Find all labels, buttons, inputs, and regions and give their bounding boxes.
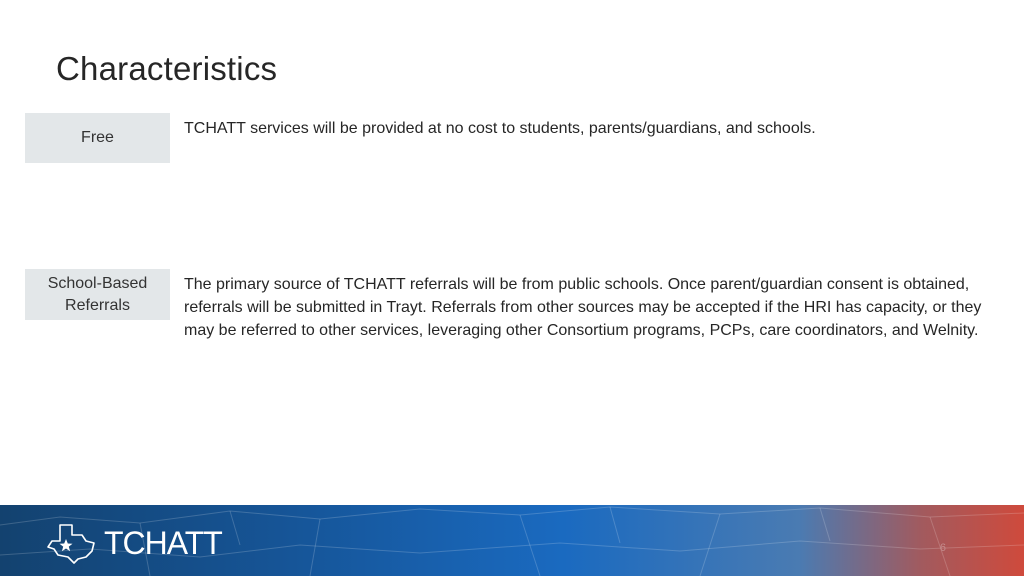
- footer-banner: [0, 505, 1024, 576]
- label-school-line2: Referrals: [65, 296, 130, 314]
- texas-star-logo-icon: [46, 521, 98, 565]
- label-school-based-text: [48, 273, 148, 317]
- description-school-based-referrals: The primary source of TCHATT referrals will be from public schools. Once parent/guardian consent is obtained, referrals will be submitted in Trayt. Referrals from other sources may be accepted if the HRI has capacity, or they may be referred to other services, leveraging other Consortium programs, PCPs, care coordinators, and Welnity.: [184, 276, 982, 339]
- slide-title: Characteristics: [56, 50, 278, 87]
- label-free: [25, 113, 170, 163]
- page-number: 6: [939, 542, 946, 554]
- brand-name: TCHATT: [104, 525, 222, 561]
- label-school-based-referrals: [25, 269, 170, 320]
- label-free-text: Free: [81, 129, 114, 146]
- label-school-line1: School-Based: [47, 274, 148, 292]
- description-free: TCHATT services will be provided at no cost to students, parents/guardians, and schools.: [184, 120, 816, 137]
